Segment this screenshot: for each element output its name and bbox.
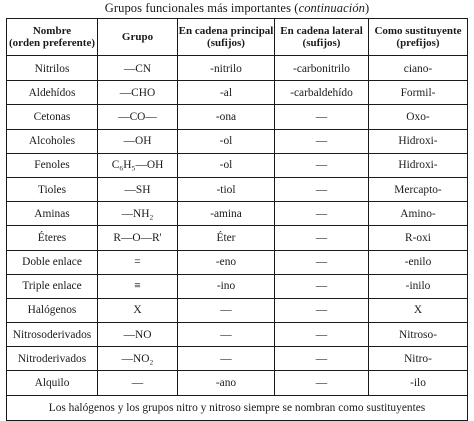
cell-grupo: —NH₂ [98,202,178,226]
cell-nombre: Fenoles [7,153,98,177]
cell-nombre: Nitrosoderivados [7,323,98,347]
cell-cadena-lateral: — [275,371,369,395]
cell-sustituyente: Nitro- [369,347,468,371]
cell-sustituyente: Nitroso- [369,323,468,347]
table-row [7,105,468,129]
cell-cadena-lateral: — [275,202,369,226]
table-row [7,81,468,105]
cell-cadena-principal: -ol [178,129,275,153]
cell-cadena-principal: — [178,323,275,347]
cell-cadena-lateral: — [275,298,369,322]
header-cadena-principal [178,19,275,56]
cell-grupo: —OH [98,129,178,153]
cell-cadena-principal: -nitrilo [178,56,275,81]
table-row [7,347,468,371]
cell-cadena-lateral: -carbonitrilo [275,56,369,81]
cell-cadena-lateral: — [275,347,369,371]
cell-grupo: C₆H₅—OH [98,153,178,177]
footnote: Los halógenos y los grupos nitro y nitroso siempre se nombran como sustituyentes [7,395,468,420]
functional-groups-table [6,18,468,421]
table-row [7,226,468,250]
table-row [7,371,468,395]
cell-grupo: —NO [98,323,178,347]
header-sustituyente-line2: (prefijos) [396,37,440,49]
cell-cadena-principal: — [178,298,275,322]
cell-cadena-lateral: — [275,250,369,274]
cell-grupo: —CN [98,56,178,81]
cell-nombre: Nitrilos [7,56,98,81]
cell-sustituyente: Formil- [369,81,468,105]
cell-sustituyente: ciano- [369,56,468,81]
cell-sustituyente: Amino- [369,202,468,226]
cell-nombre: Doble enlace [7,250,98,274]
cell-cadena-lateral: — [275,226,369,250]
cell-cadena-lateral: — [275,323,369,347]
cell-cadena-lateral: — [275,129,369,153]
cell-cadena-lateral: -carbaldehído [275,81,369,105]
cell-cadena-principal: -ino [178,274,275,298]
cell-cadena-principal: -eno [178,250,275,274]
header-grupo-line1: Grupo [121,31,154,43]
cell-nombre: Aldehídos [7,81,98,105]
cell-sustituyente: Oxo- [369,105,468,129]
cell-nombre: Alquilo [7,371,98,395]
table-body [7,56,468,396]
cell-cadena-principal: Éter [178,226,275,250]
cell-grupo: R—O—R' [98,226,178,250]
cell-cadena-principal: -ano [178,371,275,395]
cell-cadena-principal: — [178,347,275,371]
cell-nombre: Aminas [7,202,98,226]
header-cadena-lateral [275,19,369,56]
cell-nombre: Cetonas [7,105,98,129]
header-row [7,19,468,56]
table-row [7,323,468,347]
table-row [7,202,468,226]
table-caption: Grupos funcionales más importantes (continuación) [104,1,370,15]
cell-grupo: —NO₂ [98,347,178,371]
cell-nombre: Nitroderivados [7,347,98,371]
cell-nombre: Éteres [7,226,98,250]
table-row [7,298,468,322]
cell-sustituyente: -ilo [369,371,468,395]
cell-grupo: — [98,371,178,395]
header-sustituyente-line1: Como sustituyente [374,25,462,37]
caption-italic: continuación [298,1,366,15]
cell-sustituyente: -inilo [369,274,468,298]
header-nombre [7,19,98,56]
table-row [7,177,468,201]
cell-sustituyente: X [369,298,468,322]
cell-nombre: Triple enlace [7,274,98,298]
header-grupo [98,19,178,56]
cell-cadena-lateral: — [275,153,369,177]
cell-cadena-principal: -ol [178,153,275,177]
cell-cadena-lateral: — [275,105,369,129]
cell-grupo: X [98,298,178,322]
cell-cadena-principal: -amina [178,202,275,226]
footnote-row [7,395,468,420]
cell-sustituyente: R-oxi [369,226,468,250]
cell-grupo: —CO— [98,105,178,129]
table-row [7,250,468,274]
cell-nombre: Halógenos [7,298,98,322]
cell-grupo: = [98,250,178,274]
cell-nombre: Tioles [7,177,98,201]
header-cadena-principal-line1: En cadena principal [178,25,274,37]
cell-sustituyente: Mercapto- [369,177,468,201]
cell-grupo: ≡ [98,274,178,298]
caption-main: Grupos funcionales más importantes [104,1,292,15]
header-sustituyente [369,19,468,56]
cell-sustituyente: -enilo [369,250,468,274]
cell-nombre: Alcoholes [7,129,98,153]
header-cadena-lateral-line1: En cadena lateral [280,25,363,37]
cell-sustituyente: Hidroxi- [369,153,468,177]
cell-cadena-principal: -ona [178,105,275,129]
cell-grupo: —CHO [98,81,178,105]
table-row [7,274,468,298]
header-cadena-lateral-line2: (sufijos) [302,37,341,49]
cell-sustituyente: Hidroxi- [369,129,468,153]
table-row [7,56,468,81]
header-nombre-line2: (orden preferente) [8,37,96,49]
cell-cadena-lateral: — [275,177,369,201]
cell-cadena-principal: -tiol [178,177,275,201]
header-cadena-principal-line2: (sufijos) [207,37,245,49]
cell-grupo: —SH [98,177,178,201]
header-nombre-line1: Nombre [32,25,72,37]
cell-cadena-principal: -al [178,81,275,105]
cell-cadena-lateral: — [275,274,369,298]
table-row [7,129,468,153]
table-row [7,153,468,177]
